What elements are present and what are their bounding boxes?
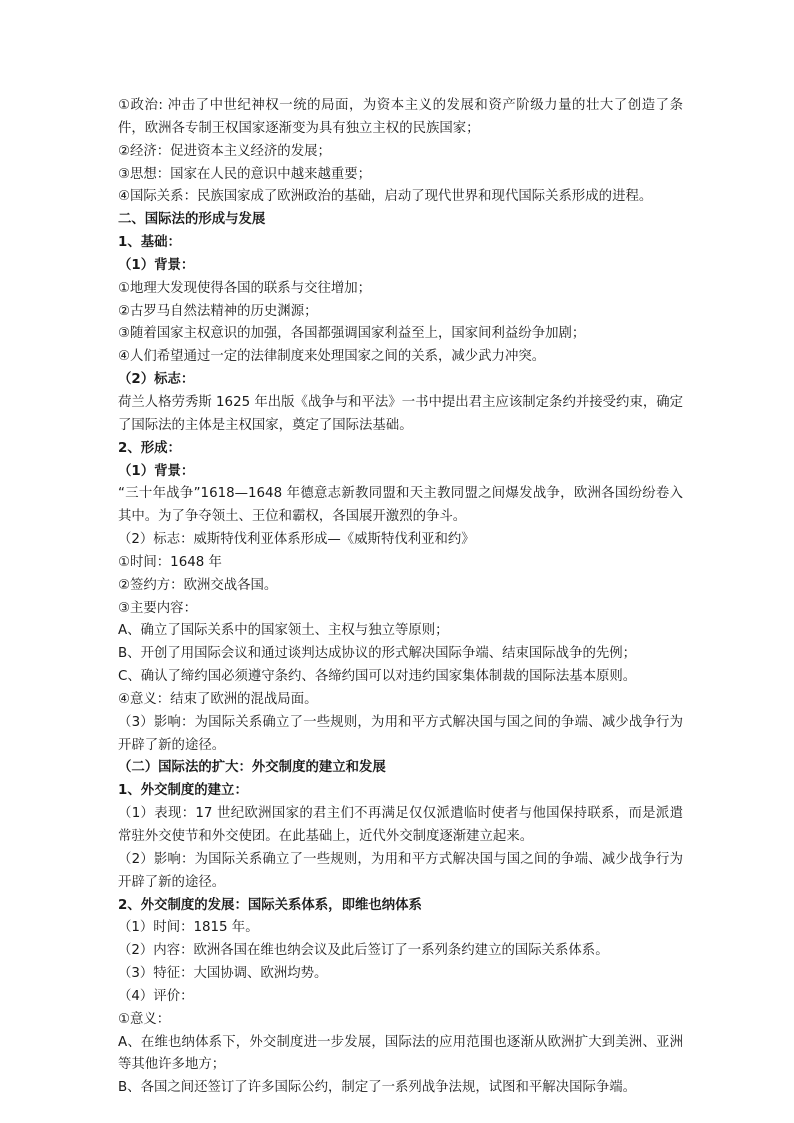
text-line: （2）标志：威斯特伐利亚体系形成—《威斯特伐利亚和约》: [118, 532, 475, 548]
text-line: ①意义：: [118, 1011, 171, 1027]
text-line: ④意义：结束了欧洲的混战局面。: [118, 691, 318, 707]
text-line: A、在维也纳体系下，外交制度进一步发展，国际法的应用范围也逐渐从欧洲扩大到美洲、亚洲等其他许多地方；: [118, 1034, 683, 1073]
text-line: （1）时间：1815 年。: [118, 920, 259, 936]
section-heading: 二、国际法的形成与发展: [118, 212, 266, 228]
text-line: ③主要内容：: [118, 600, 197, 616]
text-line: （4）评价：: [118, 988, 194, 1004]
text-line: ②经济：促进资本主义经济的发展；: [118, 143, 331, 159]
text-line: 荷兰人格劳秀斯 1625 年出版《战争与和平法》一书中提出君主应该制定条约并接受约束，确定了国际法的主体是主权国家，奠定了国际法基础。: [118, 394, 683, 433]
subsection-heading: （1）背景：: [118, 463, 195, 479]
text-line: ③思想：国家在人民的意识中越来越重要；: [118, 166, 372, 182]
text-line: ①地理大发现使得各国的联系与交往增加；: [118, 280, 372, 296]
text-line: （1）表现：17 世纪欧洲国家的君主们不再满足仅仅派遣临时使者与他国保持联系，而是派遣常驻外交使节和外交使团。在此基础上，近代外交制度逐渐建立起来。: [118, 806, 683, 844]
text-line: （2）内容：欧洲各国在维也纳会议及此后签订了一系列条约建立的国际关系体系。: [118, 943, 609, 959]
text-line: ②签约方：欧洲交战各国。: [118, 577, 278, 593]
subsection-heading: 2、外交制度的发展：国际关系体系，即维也纳体系: [118, 897, 422, 913]
subsection-heading: （2）标志：: [118, 372, 195, 388]
text-line: ①政治: 冲击了中世纪神权一统的局面，为资本主义的发展和资产阶级力量的壮大了创造了条件，欧洲各专制王权国家逐渐变为具有独立主权的民族国家；: [118, 98, 683, 136]
section-heading: （二）国际法的扩大：外交制度的建立和发展: [118, 760, 386, 776]
text-line: ③随着国家主权意识的加强，各国都强调国家利益至上，国家间利益纷争加剧；: [118, 326, 586, 342]
text-line: B、开创了用国际会议和通过谈判达成协议的形式解决国际争端、结束国际战争的先例；: [118, 646, 637, 662]
text-line: “三十年战争”1618—1648 年德意志新教同盟和天主教同盟之间爆发战争，欧洲各国纷纷卷入其中。为了争夺领土、王位和霸权，各国展开激烈的争斗。: [118, 486, 683, 525]
text-line: B、各国之间还签订了许多国际公约，制定了一系列战争法规，试图和平解决国际争端。: [118, 1080, 637, 1096]
text-line: （2）影响：为国际关系确立了一些规则，为用和平方式解决国与国之间的争端、减少战争行为开辟了新的途径。: [118, 851, 683, 890]
subsection-heading: 1、外交制度的建立：: [118, 783, 248, 799]
document-body: [118, 95, 683, 1100]
text-line: A、确立了国际关系中的国家领土、主权与独立等原则；: [118, 623, 449, 639]
text-line: （3）影响：为国际关系确立了一些规则，为用和平方式解决国与国之间的争端、减少战争行为开辟了新的途径。: [118, 714, 683, 753]
text-line: （3）特征：大国协调、欧洲均势。: [118, 966, 328, 982]
subsection-heading: 2、形成：: [118, 440, 181, 456]
subsection-heading: （1）背景：: [118, 257, 195, 273]
text-line: ④人们希望通过一定的法律制度来处理国家之间的关系，减少武力冲突。: [118, 349, 546, 365]
text-line: C、确认了缔约国必须遵守条约、各缔约国可以对违约国家集体制裁的国际法基本原则。: [118, 669, 637, 685]
text-line: ②古罗马自然法精神的历史渊源；: [118, 303, 318, 319]
text-line: ①时间：1648 年: [118, 554, 222, 570]
subsection-heading: 1、基础：: [118, 235, 181, 251]
text-line: ④国际关系：民族国家成了欧洲政治的基础，启动了现代世界和现代国际关系形成的进程。: [118, 189, 653, 205]
